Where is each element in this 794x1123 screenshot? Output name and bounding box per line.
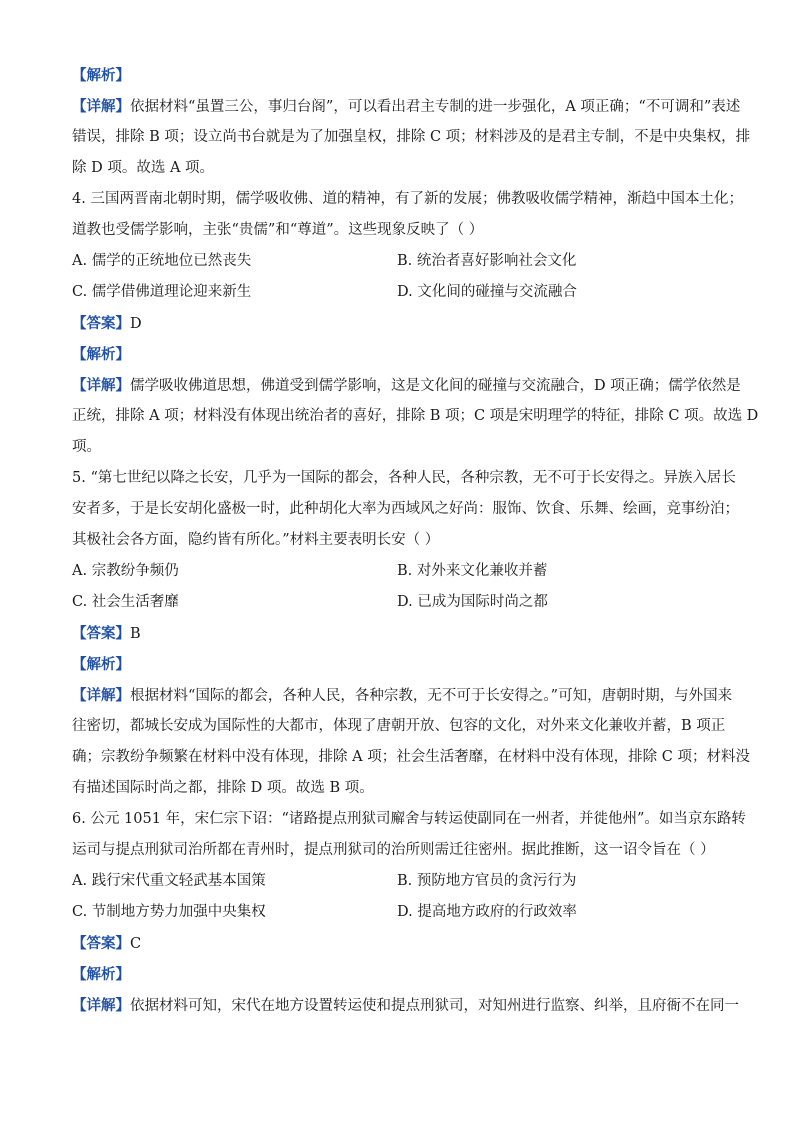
option-row	[72, 866, 722, 897]
text-line	[72, 835, 722, 866]
text-line	[72, 215, 722, 246]
labeled-line	[72, 990, 739, 1021]
text-line	[72, 773, 722, 804]
line-text: D	[130, 316, 142, 332]
text-line	[72, 804, 746, 835]
option-right: B. 对外来文化兼收并蓄	[397, 563, 548, 579]
labeled-line	[72, 618, 722, 649]
section-tag: 【详解】	[72, 377, 130, 394]
section-tag: 【答案】	[72, 315, 130, 332]
line-text: 4. 三国两晋南北朝时期，儒学吸收佛、道的精神，有了新的发展；佛教吸收儒学精神，渐趋中国本土化；	[72, 191, 743, 207]
text-line	[72, 494, 739, 525]
line-text: 安者多，于是长安胡化盛极一时，此种胡化大率为西域风之好尚：服饰、饮食、乐舞、绘画，竞事纷泊；	[72, 501, 739, 517]
line-text: B	[130, 626, 141, 642]
line-text: 儒学吸收佛道思想，佛道受到儒学影响，这是文化间的碰撞与交流融合，D 项正确；儒学依然是	[130, 378, 741, 394]
line-text: 往密切，都城长安成为国际性的大都市，体现了唐朝开放、包容的文化，对外来文化兼收并蓄，B 项正	[72, 718, 726, 734]
section-tag: 【解析】	[72, 656, 130, 673]
line-text: 6. 公元 1051 年，宋仁宗下诏：“诸路提点刑狱司廨舍与转运使副同在一州者，并徙他州”。如当京东路转	[72, 811, 746, 827]
line-text: 其极社会各方面，隐约皆有所化。”材料主要表明长安（ ）	[72, 532, 440, 548]
option-right: B. 统治者喜好影响社会文化	[397, 253, 577, 269]
line-text: 根据材料“国际的都会，各种人民，各种宗教，无不可于长安得之。”可知，唐朝时期，与外国来	[130, 688, 733, 704]
option-left: C. 儒学借佛道理论迎来新生	[72, 284, 252, 300]
line-text: 运司与提点刑狱司治所都在青州时，提点刑狱司的治所则需迁往密州。据此推断，这一诏令旨在（ ）	[72, 842, 715, 858]
section-tag: 【详解】	[72, 98, 130, 115]
section-tag: 【解析】	[72, 966, 130, 983]
labeled-line	[72, 339, 722, 370]
option-left: A. 践行宋代重文轻武基本国策	[72, 873, 266, 889]
section-tag: 【答案】	[72, 935, 130, 952]
option-row	[72, 556, 722, 587]
line-text: 依据材料“虽置三公，事归台阁”，可以看出君主专制的进一步强化，A 项正确；“不可调和”表述	[130, 99, 741, 115]
option-row	[72, 246, 722, 277]
option-row	[72, 587, 722, 618]
text-line	[72, 401, 759, 432]
option-right: D. 已成为国际时尚之都	[397, 594, 548, 610]
labeled-line	[72, 370, 741, 401]
option-right: D. 提高地方政府的行政效率	[397, 904, 577, 920]
option-left: C. 社会生活奢靡	[72, 594, 179, 610]
labeled-line	[72, 649, 722, 680]
section-tag: 【详解】	[72, 687, 130, 704]
labeled-line	[72, 680, 733, 711]
line-text: 有描述国际时尚之都，排除 D 项。故选 B 项。	[72, 780, 374, 796]
document-page	[72, 60, 759, 1021]
line-text: 除 D 项。故选 A 项。	[72, 160, 215, 176]
line-text: 确；宗教纷争频繁在材料中没有体现，排除 A 项；社会生活奢靡，在材料中没有体现，排除 C 项；材料没	[72, 749, 750, 765]
text-line	[72, 432, 722, 463]
option-left: A. 儒学的正统地位已然丧失	[72, 253, 252, 269]
labeled-line	[72, 91, 741, 122]
option-left: A. 宗教纷争频仍	[72, 563, 179, 579]
section-tag: 【解析】	[72, 67, 130, 84]
option-right: D. 文化间的碰撞与交流融合	[397, 284, 577, 300]
option-right: B. 预防地方官员的贪污行为	[397, 873, 577, 889]
option-left: C. 节制地方势力加强中央集权	[72, 904, 266, 920]
labeled-line	[72, 959, 722, 990]
section-tag: 【答案】	[72, 625, 130, 642]
labeled-line	[72, 308, 722, 339]
text-line	[72, 463, 736, 494]
text-line	[72, 711, 726, 742]
text-line	[72, 184, 743, 215]
option-row	[72, 277, 722, 308]
text-line	[72, 153, 722, 184]
line-text: 道教也受儒学影响，主张“贵儒”和“尊道”。这些现象反映了（ ）	[72, 222, 484, 238]
line-text: 5. “第七世纪以降之长安，几乎为一国际的都会，各种人民，各种宗教，无不可于长安得之。异族入居长	[72, 470, 736, 486]
labeled-line	[72, 60, 722, 91]
line-text: 错误，排除 B 项；设立尚书台就是为了加强皇权，排除 C 项；材料涉及的是君主专制，不是中央集权，排	[72, 129, 751, 145]
text-line	[72, 122, 751, 153]
section-tag: 【详解】	[72, 997, 130, 1014]
text-line	[72, 742, 750, 773]
line-text: 依据材料可知，宋代在地方设置转运使和提点刑狱司，对知州进行监察、纠举，且府衙不在同一	[130, 998, 739, 1014]
section-tag: 【解析】	[72, 346, 130, 363]
line-text: 项。	[72, 439, 101, 455]
labeled-line	[72, 928, 722, 959]
line-text: 正统，排除 A 项；材料没有体现出统治者的喜好，排除 B 项；C 项是宋明理学的特征，排除 C 项。故选 D	[72, 408, 759, 424]
option-row	[72, 897, 722, 928]
text-line	[72, 525, 722, 556]
line-text: C	[130, 936, 142, 952]
